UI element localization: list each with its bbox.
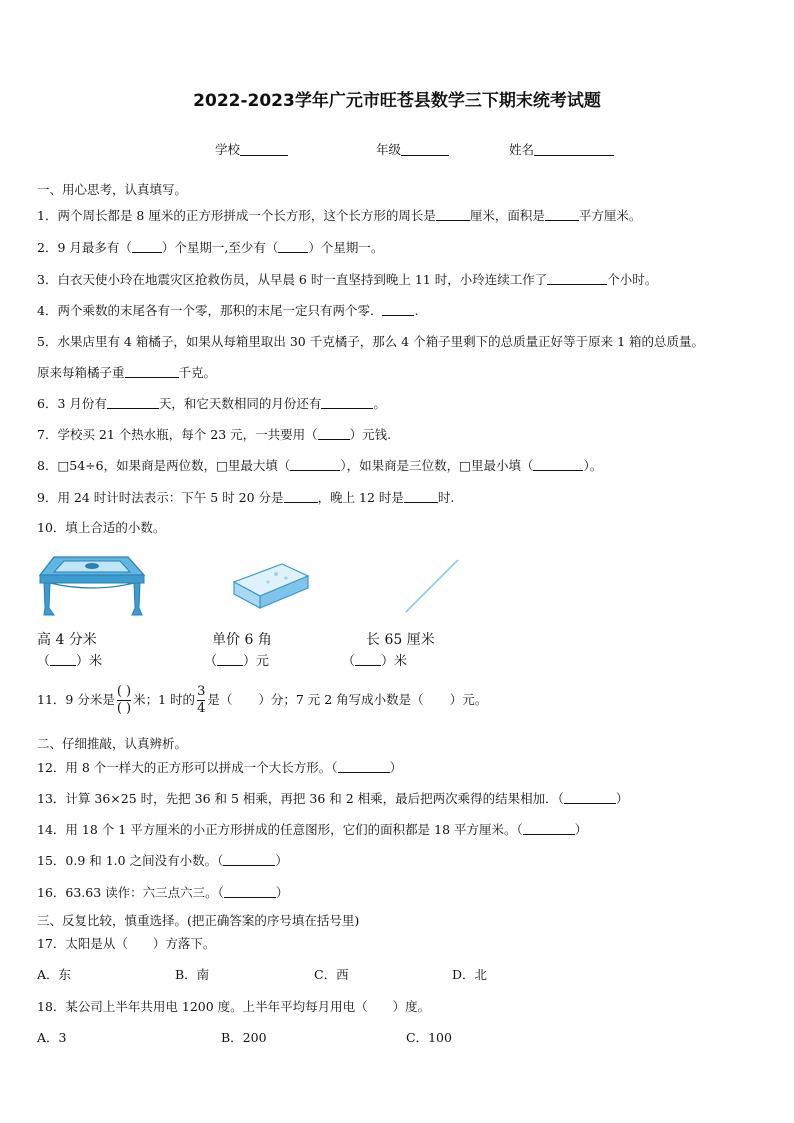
name-field [509,140,614,158]
question-5-line-2: 原来每箱橘子重 千克。 [37,365,217,380]
section-3-heading: 三、反复比较，慎重选择。(把正确答案的序号填在括号里) [37,913,360,928]
question-6: 6．3 月份有 天，和它天数相同的月份还有 。 [37,396,386,411]
q14-blank[interactable] [523,823,575,835]
question-5-line-1: 5．水果店里有 4 箱橘子，如果从每箱里取出 30 千克橘子，那么 4 个箱子里剩下的总质量正好等于原来 1 箱的总质量。 [37,334,705,349]
q8-blank-1[interactable] [290,459,340,471]
q9-blank-1[interactable] [284,491,318,503]
line-answer-blank[interactable] [355,654,381,666]
table-answer-blank[interactable] [50,654,76,666]
q8-blank-2[interactable] [533,459,583,471]
grade-label: 年级 [376,142,402,157]
q2-blank-1[interactable] [132,241,162,253]
name-label: 姓名 [509,142,535,157]
section-1-heading: 一、用心思考，认真填写。 [37,182,188,197]
q17-option-d[interactable]: D．北 [452,967,488,982]
q11-fraction-three-quarters: $\frac{3}{4}$ [197,684,206,716]
eraser-icon [230,560,312,612]
question-17: 17．太阳是从（ ）方落下。 [37,936,216,951]
table-answer: （ ）米 [37,654,103,669]
question-2: 2．9 月最多有（ ）个星期一,至少有（ ）个星期一。 [37,240,384,255]
name-blank[interactable] [534,143,614,156]
school-label: 学校 [215,142,241,157]
q1-blank-2[interactable] [545,209,579,221]
question-15: 15．0.9 和 1.0 之间没有小数。（ ） [37,853,288,868]
question-10: 10．填上合适的小数。 [37,520,166,535]
question-13: 13．计算 36×25 时，先把 36 和 5 相乘，再把 36 和 2 相乘，最后把两次乘得的结果相加．（ ） [37,791,629,806]
question-18: 18．某公司上半年共用电 1200 度。上半年平均每月用电（ ）度。 [37,999,431,1014]
question-14: 14．用 18 个 1 平方厘米的小正方形拼成的任意图形，它们的面积都是 18 平方厘米。（ ） [37,822,588,837]
table-icon [36,553,148,621]
section-2-heading: 二、仔细推敲，认真辨析。 [37,736,188,751]
q3-blank[interactable] [547,273,607,285]
pencil-line-icon [400,556,462,616]
school-field [215,140,288,158]
grade-blank[interactable] [401,143,449,156]
q16-blank[interactable] [224,886,276,898]
q1-blank-1[interactable] [436,209,470,221]
q17-option-a[interactable]: A．东 [37,967,72,982]
q9-blank-2[interactable] [404,491,438,503]
q15-blank[interactable] [223,854,275,866]
question-7: 7．学校买 21 个热水瓶，每个 23 元，一共要用（ ）元钱. [37,427,392,442]
q6-blank-1[interactable] [107,397,159,409]
question-9: 9．用 24 时计时法表示：下午 5 时 20 分是 ，晚上 12 时是 时. [37,490,455,505]
page-title: 2022-2023学年广元市旺苍县数学三下期末统考试题 [193,91,601,111]
question-3: 3．白衣天使小玲在地震灾区抢救伤员，从早晨 6 时一直坚持到晚上 11 时，小玲连续工作了 个小时。 [37,272,658,287]
q12-blank[interactable] [338,761,390,773]
question-1: 1．两个周长都是 8 厘米的正方形拼成一个长方形，这个长方形的周长是 厘米，面积是 平方厘米。 [37,208,642,223]
q18-option-b[interactable]: B．200 [221,1030,267,1045]
question-11: 11．9 分米是 $\frac{( )}{( )}$ 米；1 时的 $\frac{3}{4}$ 是（ ）分；7 元 2 角写成小数是（ ）元。 [37,684,488,716]
q11-fraction-blank[interactable]: $\frac{( )}{( )}$ [116,684,132,716]
question-4: 4．两个乘数的末尾各有一个零，那积的末尾一定只有两个零． . [37,303,419,318]
q4-blank[interactable] [382,304,414,316]
q6-blank-2[interactable] [321,397,373,409]
line-caption: 长 65 厘米 [366,632,435,648]
eraser-answer: （ ）元 [204,654,270,669]
q18-option-a[interactable]: A．3 [37,1030,67,1045]
table-caption: 高 4 分米 [37,632,97,648]
q17-option-c[interactable]: C．西 [314,967,349,982]
q13-blank[interactable] [564,792,616,804]
q18-option-c[interactable]: C．100 [406,1030,452,1045]
question-16: 16．63.63 读作：六三点六三。（ ） [37,885,289,900]
q2-blank-2[interactable] [278,241,308,253]
school-blank[interactable] [240,143,288,156]
grade-field [376,140,449,158]
line-answer: （ ）米 [342,654,408,669]
q5-blank[interactable] [125,366,179,378]
question-8: 8．□54÷6，如果商是两位数，□里最大填（ ），如果商是三位数，□里最小填（ ）。 [37,458,603,473]
eraser-caption: 单价 6 角 [212,632,272,648]
q7-blank[interactable] [318,428,350,440]
question-12: 12．用 8 个一样大的正方形可以拼成一个大长方形。（ ） [37,760,403,775]
eraser-answer-blank[interactable] [217,654,243,666]
q17-option-b[interactable]: B．南 [175,967,210,982]
